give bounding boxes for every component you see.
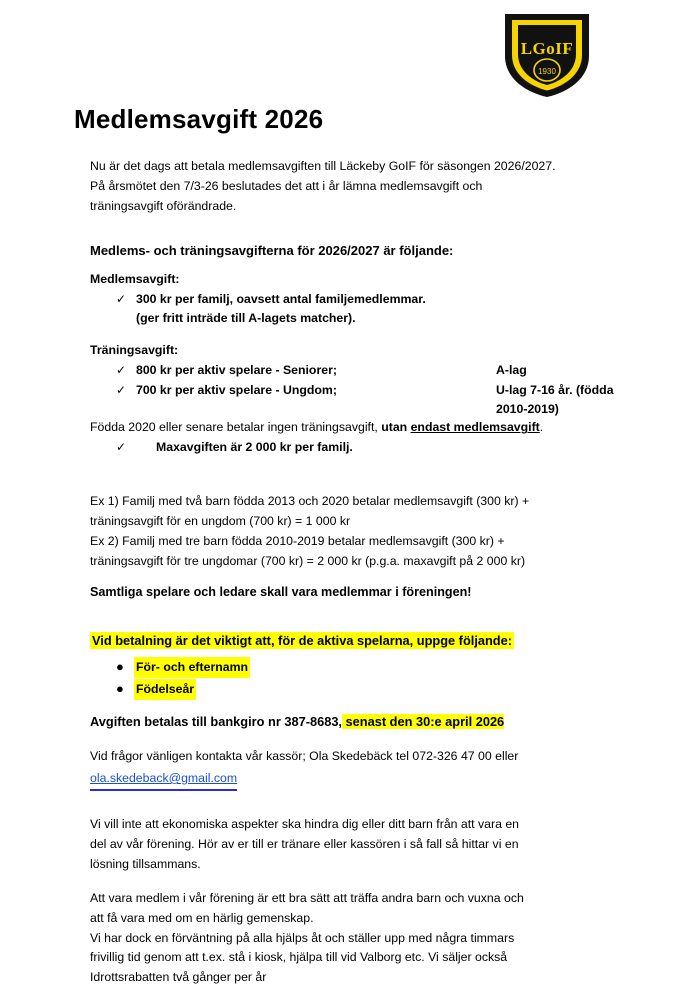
membership-fee-text: 300 kr per familj, oavsett antal familjemedlemmar. — [136, 291, 426, 306]
closing-gap — [90, 875, 614, 889]
payment-info-item-birthyear-text: Födelseår — [134, 679, 196, 700]
training-fee-youth-team: U-lag 7-16 år. (födda 2010-2019) — [496, 382, 614, 417]
document-body — [74, 104, 614, 988]
contact-email-link[interactable]: ola.skedeback@gmail.com — [90, 769, 237, 791]
exemption-note-plain: Födda 2020 eller senare betalar ingen träningsavgift, — [90, 420, 382, 435]
closing-line-6: att få vara med om en härlig gemenskap. — [90, 910, 314, 925]
intro-line-2: På årsmötet den 7/3-26 beslutades det att i år lämna medlemsavgift och — [90, 178, 483, 193]
training-fee-row-senior — [116, 361, 614, 381]
membership-fee-item — [116, 290, 614, 310]
training-fee-row-youth — [116, 381, 614, 417]
example-2-line-2: träningsavgift för tre ungdomar (700 kr) = 2 000 kr (p.g.a. maxavgift på 2 000 kr) — [90, 553, 526, 568]
closing-line-9: Idrottsrabatten två gånger per år — [90, 970, 267, 985]
payment-info-heading: Vid betalning är det viktigt att, för de aktiva spelarna, uppge följande: — [92, 633, 513, 648]
intro-line-3: träningsavgift oförändrade. — [90, 198, 237, 213]
payment-line-plain: Avgiften betalas till bankgiro nr 387-8683, — [90, 714, 342, 730]
crest-icon — [497, 8, 597, 100]
payment-info-item-name-text: För- och efternamn — [134, 657, 250, 678]
payment-line-deadline: senast den 30:e april 2026 — [342, 714, 505, 730]
closing-line-8: frivillig tid genom att t.ex. stå i kiosk, hjälpa till vid Valborg etc. Vi säljer också — [90, 950, 508, 965]
check-icon: ✓ — [116, 440, 127, 455]
max-fee-text: Maxavgiften är 2 000 kr per familj. — [156, 440, 353, 455]
bullet-icon: ● — [116, 681, 124, 697]
example-block — [90, 492, 614, 572]
exemption-note-underline: endast medlemsavgift — [410, 420, 540, 435]
members-statement: Samtliga spelare och ledare skall vara medlemmar i föreningen! — [90, 584, 472, 599]
payment-info-item-name — [116, 656, 614, 678]
page-title: Medlemsavgift 2026 — [74, 104, 324, 134]
closing-line-7: Vi har dock en förväntning på alla hjälps åt och ställer upp med några timmars — [90, 930, 515, 945]
payment-line — [90, 714, 614, 729]
example-1-line-1: Ex 1) Familj med två barn födda 2013 och 2020 betalar medlemsavgift (300 kr) + — [90, 493, 530, 508]
contact-block — [90, 747, 614, 791]
payment-info-item-birthyear — [116, 678, 614, 700]
example-1-line-2: träningsavgift för en ungdom (700 kr) = 1 000 kr — [90, 513, 351, 528]
intro-line-1: Nu är det dags att betala medlemsavgiften till Läckeby GoIF för säsongen 2026/2027. — [90, 159, 556, 173]
training-fee-senior-team: A-lag — [496, 363, 527, 378]
membership-fee-note: (ger fritt inträde till A-lagets matcher). — [136, 311, 356, 326]
exemption-note-end: . — [539, 420, 544, 435]
club-crest-logo — [497, 8, 597, 100]
closing-line-2: del av vår förening. Hör av er till er tränare eller kassören i så fall så hittar vi en — [90, 836, 519, 851]
training-fee-youth-text: 700 kr per aktiv spelare - Ungdom; — [136, 382, 337, 397]
closing-line-1: Vi vill inte att ekonomiska aspekter ska hindra dig eller ditt barn från att vara en — [90, 817, 520, 831]
svg-text:1930: 1930 — [538, 67, 556, 76]
check-icon: ✓ — [116, 291, 127, 306]
closing-block — [90, 815, 614, 988]
svg-text:LGoIF: LGoIF — [520, 39, 574, 58]
intro-paragraph — [74, 157, 614, 217]
closing-line-3: lösning tillsammans. — [90, 856, 201, 871]
fees-section-heading: Medlems- och träningsavgifterna för 2026/2027 är följande: — [90, 242, 454, 258]
exemption-note-bold: utan — [381, 420, 411, 435]
contact-line: Vid frågor vänligen kontakta vår kassör; Ola Skedebäck tel 072-326 47 00 eller — [90, 749, 519, 764]
closing-line-5: Att vara medlem i vår förening är ett bra sätt att träffa andra barn och vuxna och — [90, 890, 524, 905]
payment-info-heading-wrap — [90, 632, 614, 650]
check-icon: ✓ — [116, 363, 127, 378]
training-fee-heading: Träningsavgift: — [90, 343, 179, 358]
bullet-icon: ● — [116, 659, 124, 674]
membership-fee-heading: Medlemsavgift: — [90, 271, 180, 286]
exemption-note — [90, 418, 614, 438]
max-fee-row — [116, 438, 614, 458]
check-icon: ✓ — [116, 382, 127, 397]
example-2-line-1: Ex 2) Familj med tre barn födda 2010-2019 betalar medlemsavgift (300 kr) + — [90, 533, 505, 548]
training-fee-senior-text: 800 kr per aktiv spelare - Seniorer; — [136, 363, 337, 378]
